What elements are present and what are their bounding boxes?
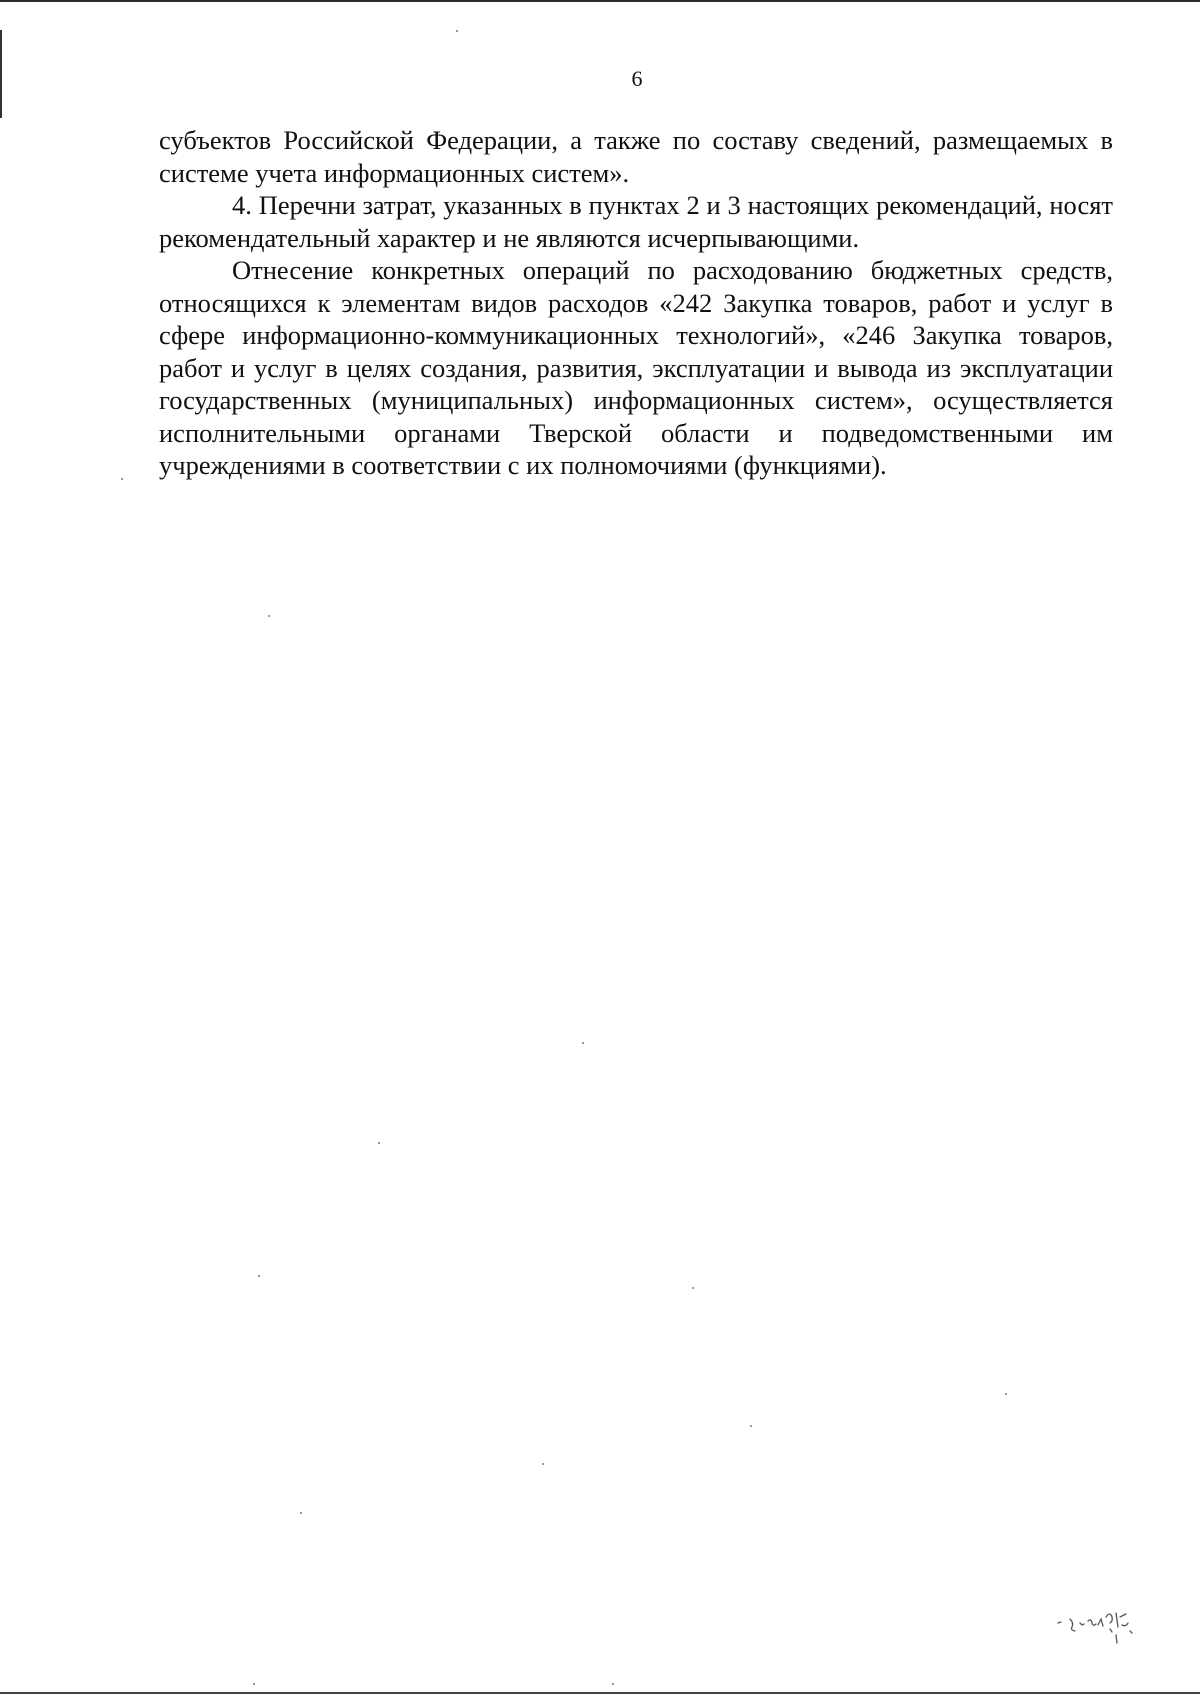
paragraph-expense-classification: Отнесение конкретных операций по расходованию бюджетных средств, относящихся к элементам видов расходов «242 Закупка товаров, работ и услуг в сфере информационно-коммуникационных технологий», «246 Закупка товаров, работ и услуг в целях создания, развития, эксплуатации и вывода из эксплуатации государственных (муниципальных) информационных систем», осуществляется исполнительными органами Тверской области и подведомственными им учреждениями в соответствии с их полномочиями (функциями). <box>159 255 1113 480</box>
scan-edge-top <box>0 0 1200 2</box>
signature-mark <box>1050 1605 1165 1660</box>
paragraph-item-4: 4. Перечни затрат, указанных в пунктах 2 и 3 настоящих рекомендаций, носят рекомендательный характер и не являются исчерпывающими. <box>159 190 1113 253</box>
page-number: 6 <box>631 66 643 91</box>
scan-edge-bottom <box>0 1692 1200 1694</box>
paragraph-continuation: субъектов Российской Федерации, а также по составу сведений, размещаемых в системе учета информационных систем». <box>159 125 1113 188</box>
document-body <box>159 124 1113 482</box>
